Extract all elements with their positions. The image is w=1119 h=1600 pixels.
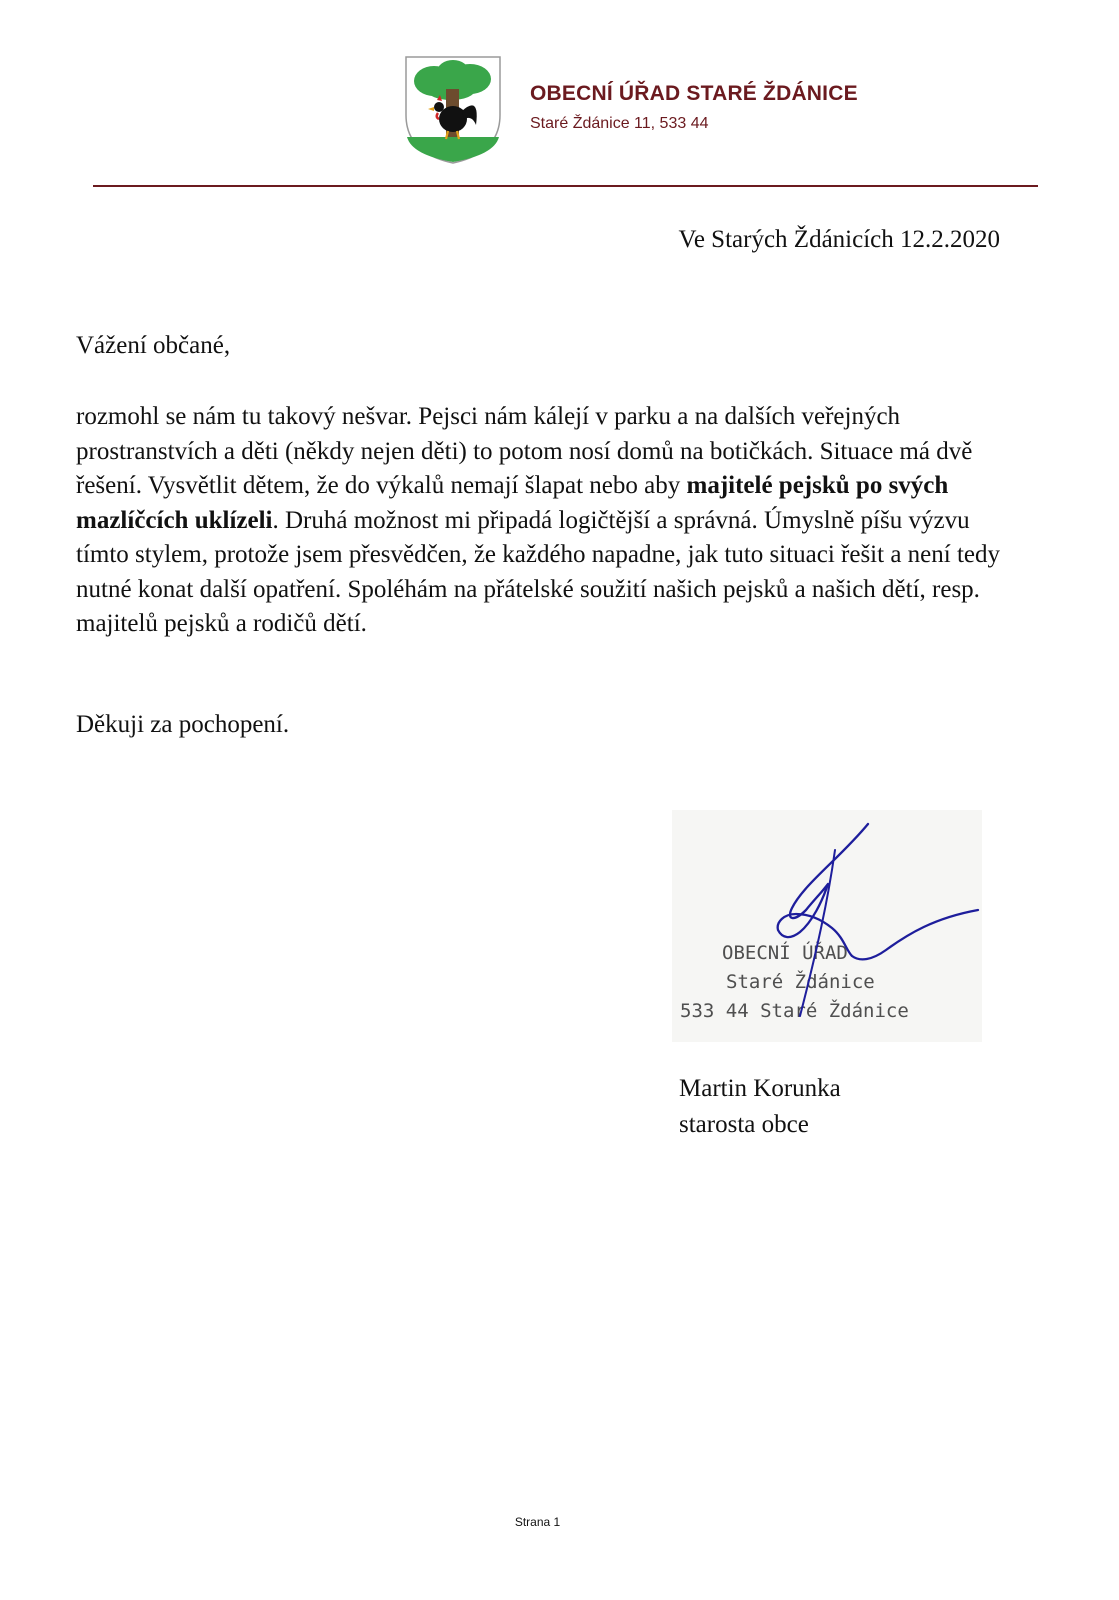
salutation: Vážení občané, bbox=[76, 332, 231, 359]
letter-body bbox=[76, 400, 1026, 642]
date-line: Ve Starých Ždánicích 12.2.2020 bbox=[678, 226, 1000, 253]
body-text-part: rozmohl se nám tu takový nešvar. Pejsci nám kálejí v parku a na dalších veřejných prostranstvích a děti (někdy nejen děti) to potom nosí domů na botičkách. Situace má dvě řešení. Vysvětlit dětem, že do výkalů nemají šlapat nebo aby bbox=[76, 403, 973, 499]
stamp-line: OBECNÍ ÚŘAD bbox=[722, 942, 848, 964]
body-bold-phrase: majitelé pejsků po svých mazlíčcích uklízeli bbox=[76, 472, 949, 534]
signer-name: Martin Korunka bbox=[679, 1075, 841, 1102]
org-address: Staré Ždánice 11, 533 44 bbox=[530, 115, 709, 132]
page-number: Strana 1 bbox=[514, 1515, 561, 1529]
closing: Děkuji za pochopení. bbox=[76, 711, 290, 738]
letterhead bbox=[0, 0, 1119, 200]
coat-of-arms-icon bbox=[404, 55, 502, 165]
signer-title: starosta obce bbox=[679, 1111, 809, 1138]
stamp-line: 533 44 Staré Ždánice bbox=[680, 1000, 909, 1022]
stamp-line: Staré Ždánice bbox=[726, 971, 875, 993]
org-name: OBECNÍ ÚŘAD STARÉ ŽDÁNICE bbox=[530, 82, 858, 105]
handwritten-signature bbox=[672, 810, 982, 1042]
body-text-part: . Druhá možnost mi připadá logičtější a správná. Úmyslně píšu výzvu tímto stylem, protože jsem přesvědčen, že každého napadne, jak tuto situaci řešit a není tedy nutné konat další opatření. Spoléhám na přátelské soužití našich pejsků a našich dětí, resp. majitelů pejsků a rodičů dětí. bbox=[76, 506, 1000, 637]
stamp-and-signature bbox=[672, 810, 982, 1042]
header-divider bbox=[93, 185, 1038, 187]
